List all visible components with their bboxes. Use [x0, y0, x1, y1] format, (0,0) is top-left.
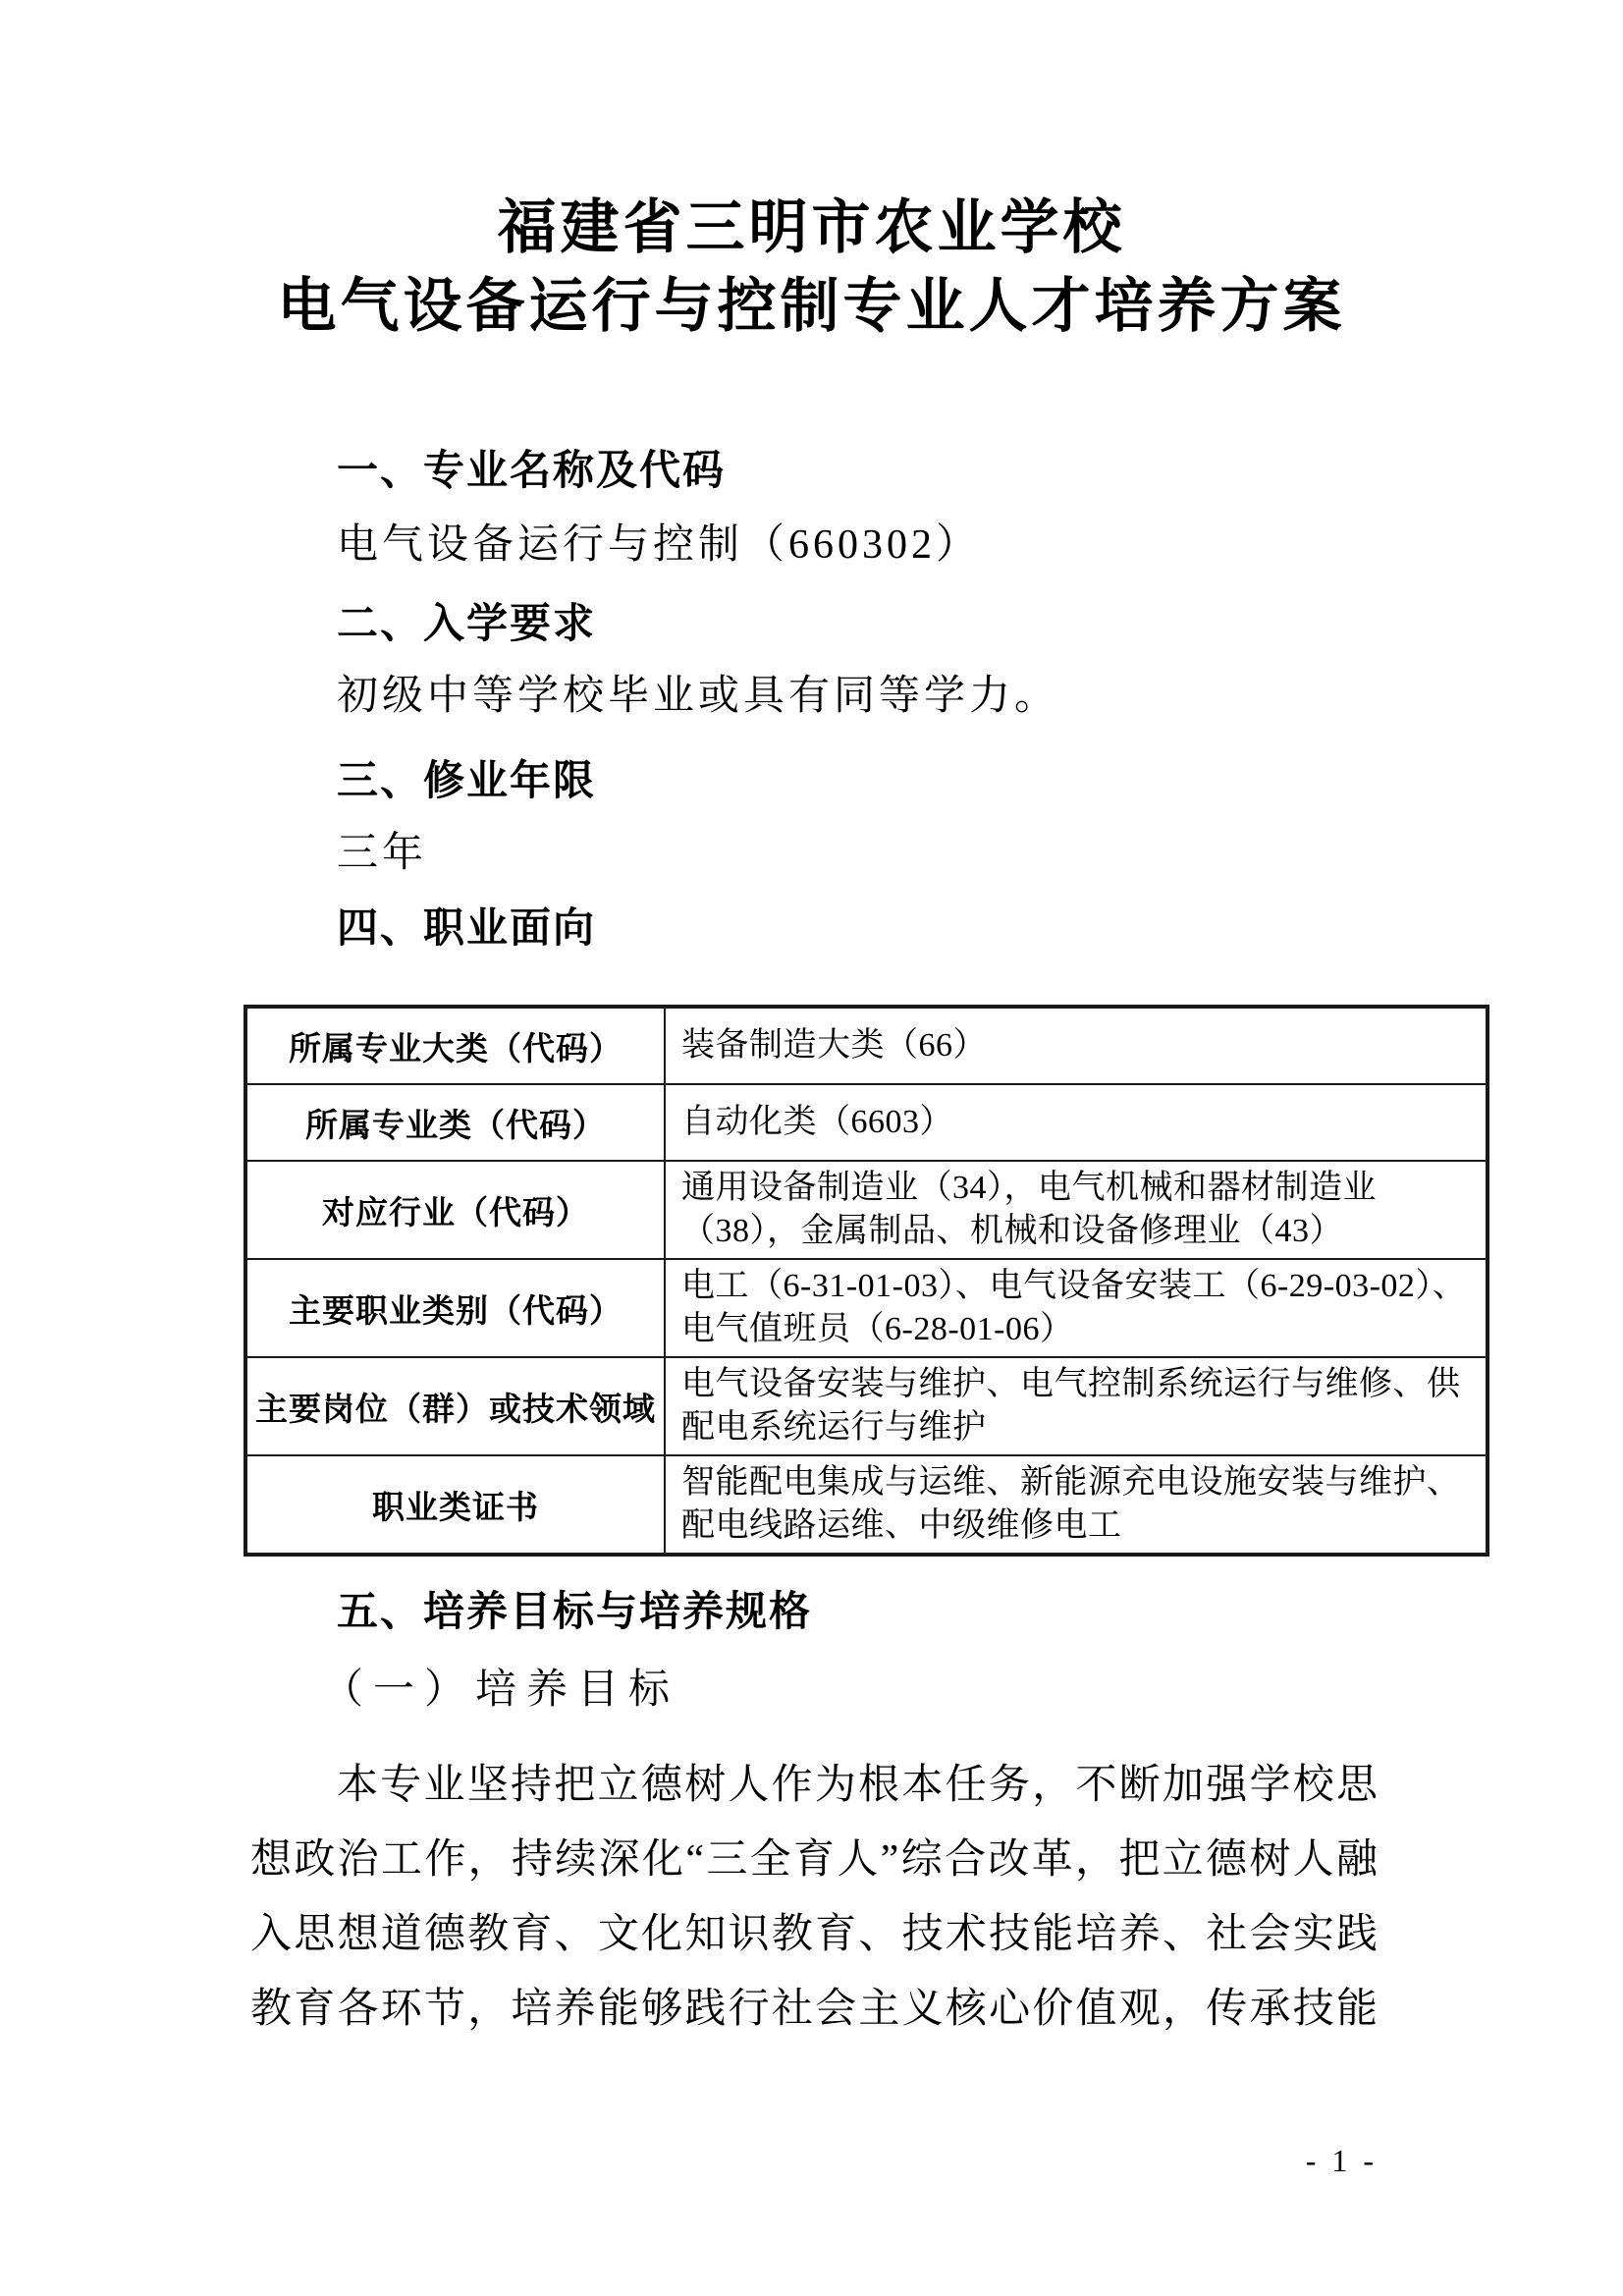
table-row [245, 1084, 1488, 1161]
table-row [245, 1455, 1488, 1555]
section-3-body: 三年 [337, 831, 428, 876]
table-row-label: 对应行业（代码） [245, 1161, 665, 1259]
table-row-label: 所属专业类（代码） [245, 1084, 665, 1161]
section-2-body: 初级中等学校毕业或具有同等学力。 [337, 674, 1060, 719]
document-title-line-2: 电气设备运行与控制专业人才培养方案 [277, 274, 1346, 339]
section-5-heading: 五、培养目标与培养规格 [337, 1588, 813, 1634]
table-row-value: 自动化类（6603） [665, 1084, 1488, 1161]
table-row-label: 职业类证书 [245, 1455, 665, 1555]
table-row-value: 通用设备制造业（34），电气机械和器材制造业（38），金属制品、机械和设备修理业（43） [665, 1161, 1488, 1259]
career-orientation-table [243, 1005, 1489, 1557]
section-5-subheading: （一）培养目标 [322, 1667, 680, 1713]
training-goal-paragraph-line: 入思想道德教育、文化知识教育、技术技能培养、社会实践 [250, 1912, 1378, 1957]
section-1-heading: 一、专业名称及代码 [337, 447, 727, 493]
table-row [245, 1161, 1488, 1259]
section-3-heading: 三、修业年限 [337, 757, 597, 803]
table-row-value: 智能配电集成与运维、新能源充电设施安装与维护、配电线路运维、中级维修电工 [665, 1455, 1488, 1555]
section-1-body: 电气设备运行与控制（660302） [337, 522, 982, 568]
page-number: - 1 - [1305, 2143, 1378, 2178]
table-row [245, 1259, 1488, 1357]
table-row-label: 主要岗位（群）或技术领域 [245, 1357, 665, 1455]
table-row-label: 所属专业大类（代码） [245, 1007, 665, 1084]
table-row-value: 装备制造大类（66） [665, 1007, 1488, 1084]
table-row [245, 1357, 1488, 1455]
training-goal-paragraph-line: 本专业坚持把立德树人作为根本任务，不断加强学校思 [337, 1763, 1378, 1808]
training-goal-paragraph-line: 想政治工作，持续深化“三全育人”综合改革，把立德树人融 [250, 1837, 1378, 1883]
section-2-heading: 二、入学要求 [337, 600, 597, 646]
table-row-value: 电气设备安装与维护、电气控制系统运行与维修、供配电系统运行与维护 [665, 1357, 1488, 1455]
table-row-label: 主要职业类别（代码） [245, 1259, 665, 1357]
training-goal-paragraph-line: 教育各环节，培养能够践行社会主义核心价值观，传承技能 [250, 1987, 1378, 2032]
table-row [245, 1007, 1488, 1084]
section-4-heading: 四、职业面向 [337, 904, 597, 951]
document-title-line-1: 福建省三明市农业学校 [497, 195, 1126, 260]
table-row-value: 电工（6-31-01-03）、电气设备安装工（6-29-03-02）、电气值班员（6-28-01-06） [665, 1259, 1488, 1357]
